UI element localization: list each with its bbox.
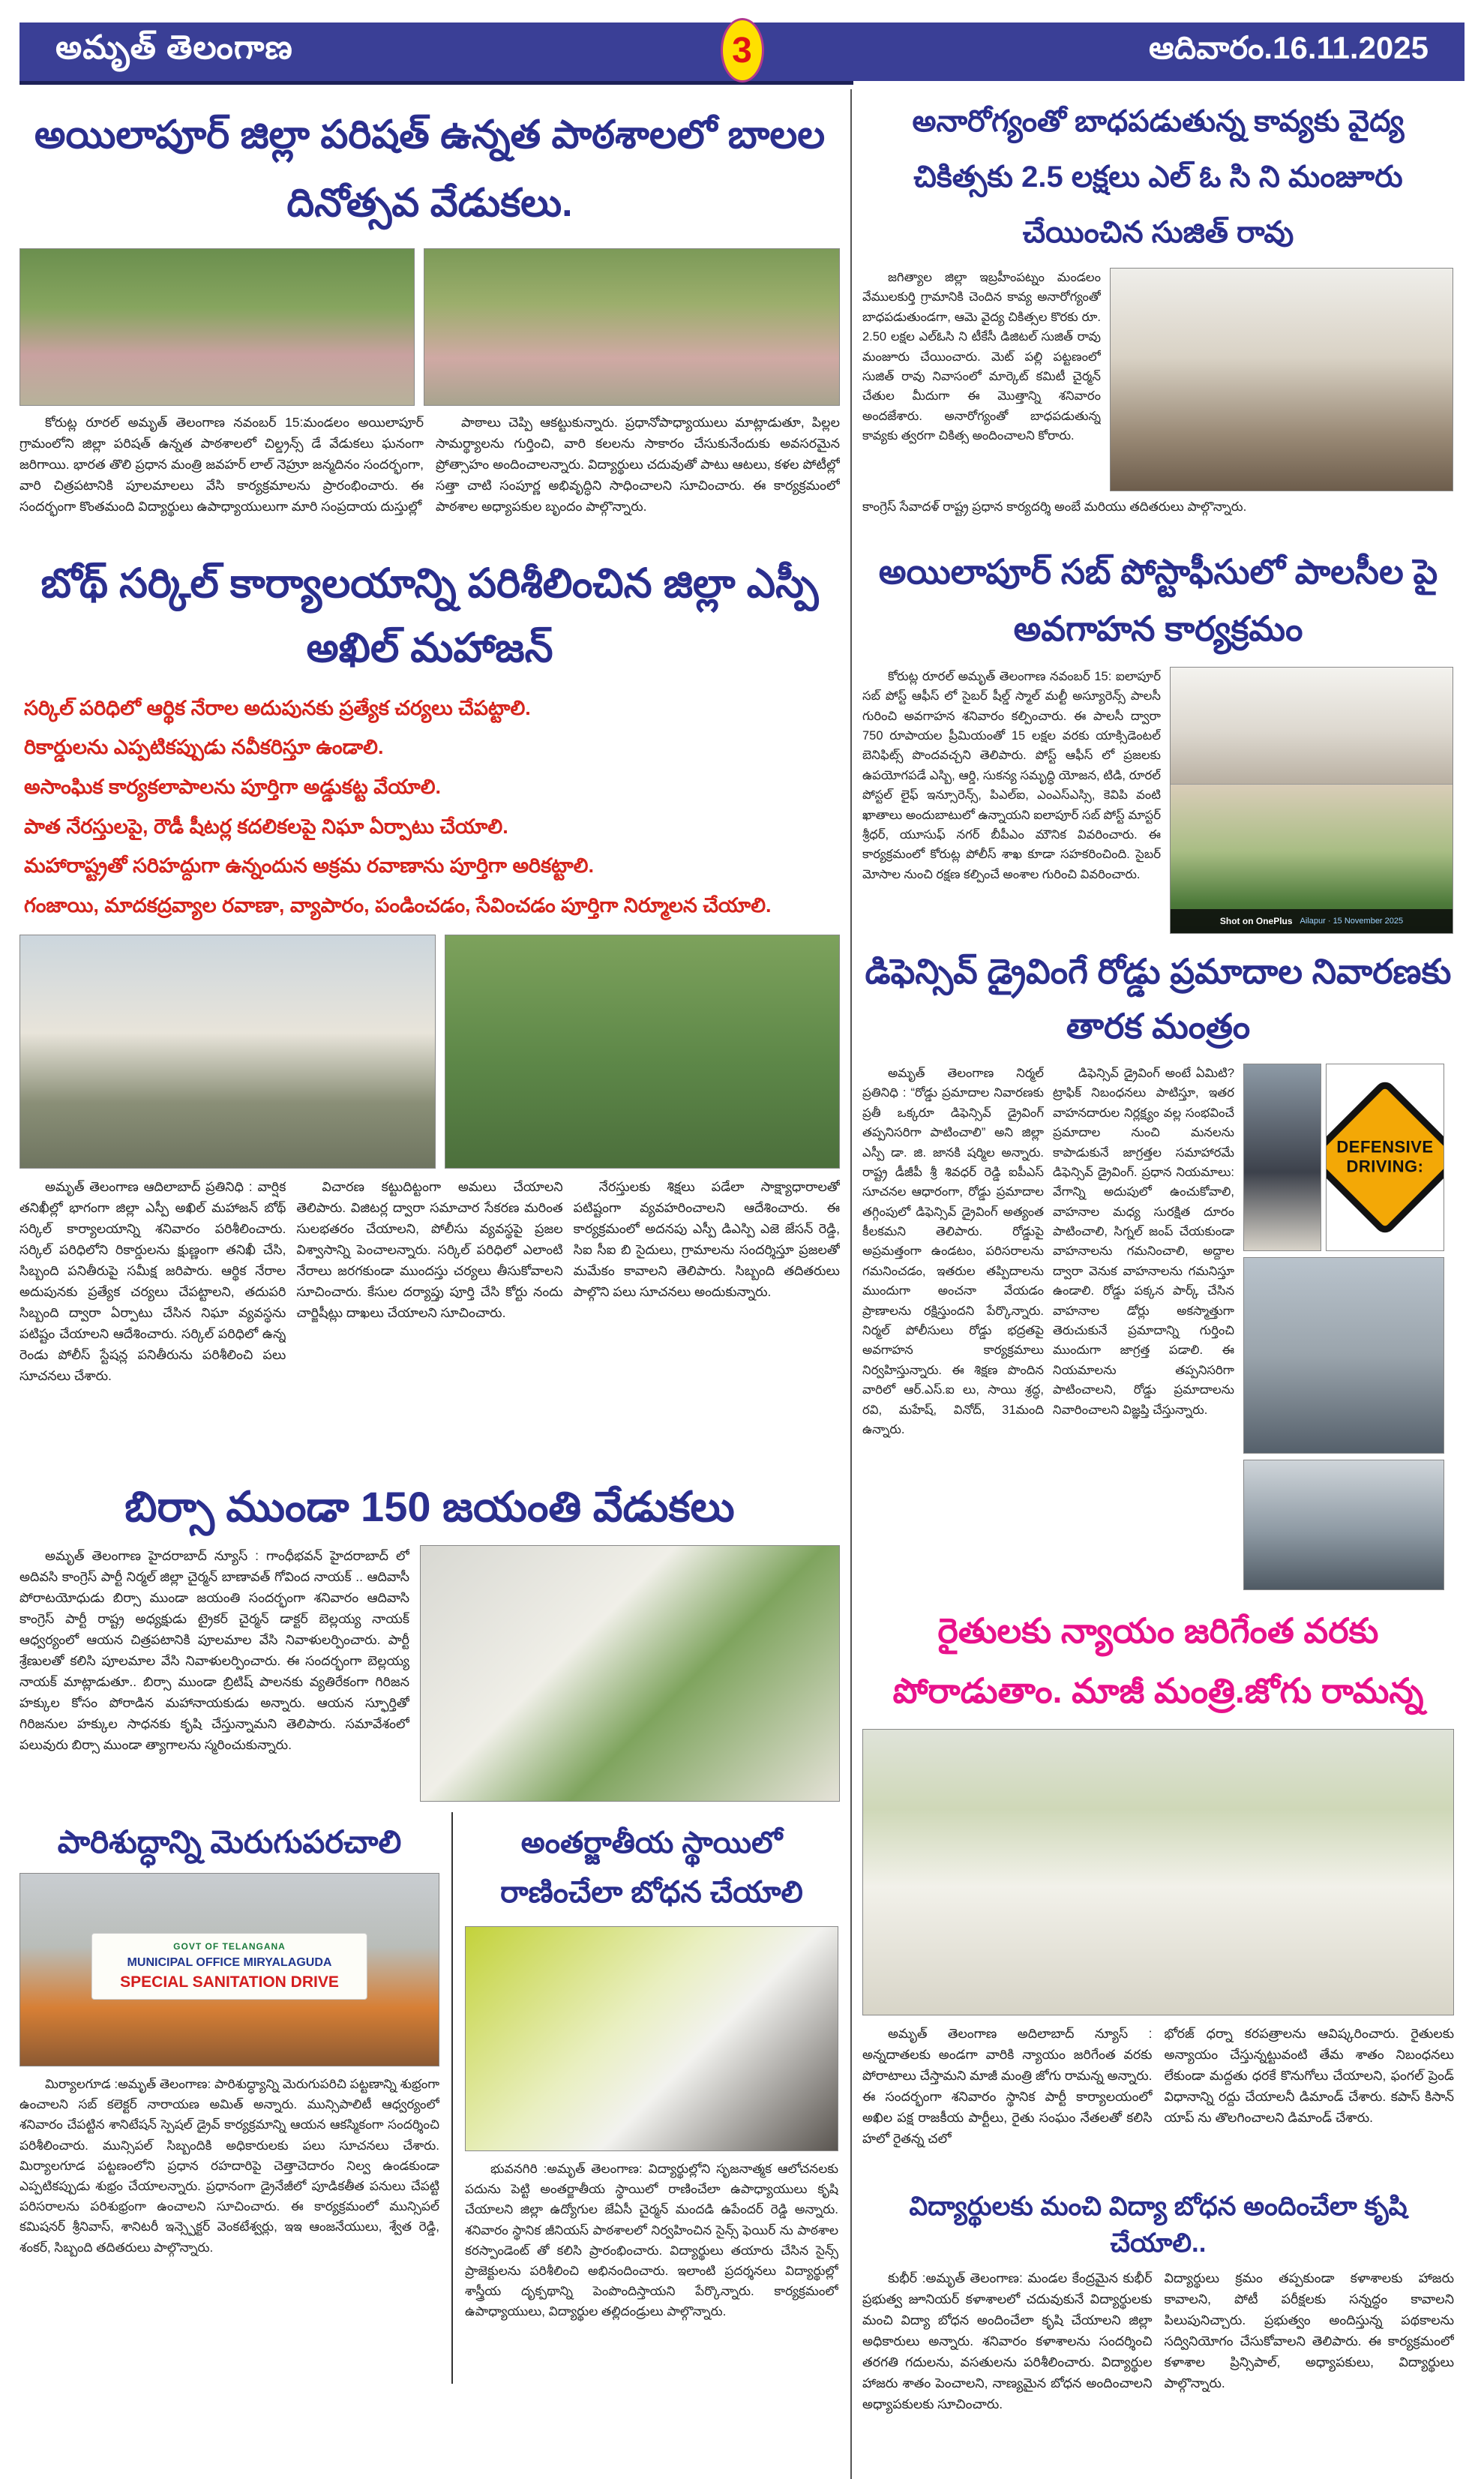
headline-farmers: [862, 1601, 1454, 1721]
photo-post-office-event: [1170, 667, 1453, 934]
masthead-title: అమృత్ తెలంగాణ: [55, 29, 293, 66]
sanitation-banner: [91, 1933, 367, 2000]
body-bodh-col3: నేరస్తులకు శిక్షలు పడేలా సాక్ష్యాధారాలతో పటిష్టంగా వ్యవహరించాలని ఆదేశించారు. ఈ కార్యక్రమంలో అదనపు ఎస్పీ డిఎస్పి ఎజె జేసన్ రెడ్డి, సిఐ సీఐ బి సైదులు, గ్రామాలను సందర్శిస్తూ ప్రజలతో మమేకం కావాలని తెలిపారు. సిబ్బంది తదితరులు పాల్గొని పలు సూచనలు అందుకున్నారు.: [573, 1178, 840, 1299]
highlight-line: రికార్డులను ఎప్పటికప్పుడు నవీకరిస్తూ ఉండాలి.: [24, 736, 384, 759]
watermark-brand: Shot on OnePlus: [1219, 915, 1293, 926]
headline-farmers-line1: రైతులకు న్యాయం జరిగేంత వరకు: [937, 1610, 1379, 1650]
page-number-badge: [721, 18, 764, 83]
article-kavya-aid: [862, 94, 1454, 536]
body-kavya-aid: జగిత్యాల జిల్లా ఇబ్రహీంపట్నం మండలం వేములకుర్తి గ్రామానికి చెందిన కావ్య అనారోగ్యంతో బాధపడుతుండగా, ఆమె వైద్య చికిత్సల కొరకు రూ. 2.50 లక్షల ఎల్ఓసి ని టీకేసీ డిజిటల్ సుజిత్ రావు మంజూరు చేయించారు. మెట్ పల్లి పట్టణంలో సుజిత్ రావు నివాసంలో మార్కెట్ కమిటీ చైర్మన్ చేతుల మీదుగా ఈ మొత్తాన్ని శనివారం అందజేశారు. అనారోగ్యంతో బాధపడుతున్న కావ్యకు త్వరగా చికిత్స అందించాలని కోరారు.: [862, 271, 1101, 443]
body-bodh-col2: విచారణ కట్టుదిట్టంగా అమలు చేయాలని తెలిపారు. విజిటర్ల ద్వారా సమాచార సేకరణ మరింత సులభతరం చేయాలని, పోలీసు వ్యవస్థపై ప్రజల విశ్వాసాన్ని పెంచాలన్నారు. సర్కిల్ పరిధిలో ఎలాంటి నేరాలు జరగకుండా ముందస్తు చర్యలు తీసుకోవాలని సూచించారు. కేసుల దర్యాప్తు పూర్తి చేసి కోర్టు నందు చార్జిషీట్లు దాఖలు చేయాలని సూచించారు.: [296, 1178, 563, 1320]
headline-defensive-driving: డిఫెన్సివ్ డ్రైవింగే రోడ్డు ప్రమాదాల నివారణకు తారక మంత్రం: [865, 951, 1452, 1046]
body-childrens-day-col1: కోరుట్ల రూరల్ అమృత్ తెలంగాణ నవంబర్ 15:మండలం అయిలాపూర్ గ్రామంలోని జిల్లా పరిషత్ ఉన్నత పాఠశాలలో చిల్డ్రన్స్ డే వేడుకలు ఘనంగా జరిగాయి. భారత తొలి ప్రధాన మంత్రి జవహర్ లాల్ నెహ్రూ జన్మదినం సందర్భంగా, వారి చిత్రపటానికి పూలమాలలు వేసి కార్యక్రమాలను ప్రారంభించారు. ఈ సందర్భంగా కొంతమంది విద్యార్థులు ఉపాధ్యాయులుగా మారి సంప్రదాయ దుస్తుల్లో: [19, 415, 424, 514]
body-birsa-munda: అమృత్ తెలంగాణ హైదరాబాద్ న్యూస్ : గాంధీభవన్ హైదరాబాద్ లో అదివసి కాంగ్రెస్ పార్టీ నిర్మల్ జిల్లా చైర్మన్ బాణావత్ గోవింద నాయక్ .. ఆదివాసీ పోరాటయోధుడు బిర్సా ముండా జయంతి సందర్భంగా శనివారం ఆదివాసి కాంగ్రెస్ పార్టీ రాష్ట్ర అధ్యక్షుడు ట్రైకర్ చైర్మన్ డాక్టర్ బెల్లయ్య నాయక్ ఆధ్వర్యంలో ఆయన చిత్రపటానికి పూలమాల వేసి నివాళులర్పించారు. పార్టీ శ్రేణులతో కలిసి పూలమాల వేసి నివాళులర్పించారు. ఈ సందర్భంగా బెల్లయ్య నాయక్ మాట్లాడుతూ.. బిర్సా ముండా బ్రిటిష్ పాలనకు వ్యతిరేకంగా గిరిజన హక్కుల కోసం పోరాడిన మహానాయకుడు అన్నారు. ఆయన స్ఫూర్తితో గిరిజనుల హక్కుల సాధనకు కృషి చేస్తున్నామని తెలిపారు. సమావేశంలో పలువురు బిర్సా ముండా త్యాగాలను స్మరించుకున్నారు.: [19, 1548, 409, 1753]
body-bodh-col1: అమృత్ తెలంగాణ ఆదిలాబాద్ ప్రతినిధి : వార్షిక తనిఖీల్లో భాగంగా జిల్లా ఎస్పీ అఖిల్ మహాజన్ బోథ్ సర్కిల్ కార్యాలయాన్ని శనివారం పరిశీలించారు. సర్కిల్ పరిధిలోని రికార్డులను క్షుణ్ణంగా తనిఖీ చేసి, సిబ్బంది పనితీరుపై సమీక్ష జరిపారు. ఆర్థిక నేరాల అదుపునకు ప్రత్యేక చర్యలు చేపట్టాలని, తదుపరి సిబ్బంది ద్వారా ఏర్పాటు చేసిన నిఘా వ్యవస్థను పటిష్టం చేయాలని ఆదేశించారు. సర్కిల్ పరిధిలో ఉన్న రెండు పోలీస్ స్టేషన్ల పనితీరును పరిశీలించి పలు సూచనలు చేశారు.: [19, 1178, 286, 1383]
body-education-col2: విద్యార్థులు క్రమం తప్పకుండా కళాశాలకు హాజరు కావాలని, పోటీ పరీక్షలకు సన్నద్ధం కావాలని పిలుపునిచ్చారు. ప్రభుత్వం అందిస్తున్న పథకాలను సద్వినియోగం చేసుకోవాలని తెలిపారు. ఈ కార్యక్రమంలో కళాశాల ప్రిన్సిపాల్, అధ్యాపకులు, విద్యార్థులు పాల్గొన్నారు.: [1164, 2270, 1454, 2390]
photo-post-office-gathering: [1171, 785, 1453, 933]
photo-police-lineup: [1243, 1257, 1444, 1454]
banner-office-line: MUNICIPAL OFFICE MIRYALAGUDA: [127, 1956, 332, 1970]
headline-kavya-aid: అనారోగ్యంతో బాధపడుతున్న కావ్యకు వైద్య చికిత్సకు 2.5 లక్షలు ఎల్ ఓ సి ని మంజూరు చేయించిన సుజిత్ రావు: [912, 105, 1405, 249]
highlight-line: గంజాయి, మాదకద్రవ్యాల రవాణా, వ్యాపారం, పండించడం, సేవించడం పూర్తిగా నిర్మూలన చేయాలి.: [24, 893, 772, 917]
photo-science-fair: [465, 1926, 838, 2151]
body-post-office: కోరుట్ల రూరల్ అమృత్ తెలంగాణ నవంబర్ 15: ఐలాపూర్ సబ్ పోస్ట్ ఆఫీస్ లో సైబర్ షీల్డ్ స్మాల్ మల్టీ అస్యూరెన్స్ పాలసీ గురించి అవగాహన శనివారం కల్పించారు. ఈ పాలసీ ద్వారా 750 రూపాయల ప్రీమియంతో 15 లక్షల వరకు యాక్సిడెంటల్ బెనిఫిట్స్ పొందవచ్చని తెలిపారు. పోస్ట్ ఆఫీస్ లో ప్రజలకు ఉపయోగపడే ఎస్బి, ఆర్డి, సుకన్య సమృద్ధి యోజన, టిడి, రూరల్ పోస్టల్ లైఫ్ ఇన్సూరెన్స్, పిఎల్ఐ, ఎంఎస్ఎస్సి, కెవిపి వంటి ఖాతాలు అందుబాటులో ఉన్నాయని ఐలాపూర్ సబ్ పోస్ట్ మాస్టర్ శ్రీధర్, యూసుఫ్ నగర్ బీపీఎం మౌనిక వివరించారు. ఈ కార్యక్రమంలో కోరుట్ల పోలీస్ శాఖ కూడా సహకరించింది. సైబర్ మోసాల నుంచి రక్షణ కల్పించే అంశాల గురించి వివరించారు.: [862, 669, 1161, 881]
highlight-line: పాత నేరస్తులపై, రౌడీ షీటర్ల కదలికలపై నిఘా ఏర్పాటు చేయాలి.: [24, 815, 508, 838]
headline-bodh-circle: బోథ్ సర్కిల్ కార్యాలయాన్ని పరిశీలించిన జిల్లా ఎస్పీ అఖిల్ మహాజన్: [40, 561, 819, 671]
photo-watermark: [1171, 909, 1453, 933]
headline-education: విద్యార్థులకు మంచి విద్యా బోధన అందించేలా కృషి చేయాలి..: [909, 2191, 1408, 2258]
photo-farmers-group: [862, 1729, 1454, 2015]
headline-farmers-line2: పోరాడుతాం. మాజీ మంత్రి.జోగు రామన్న: [892, 1671, 1424, 1711]
photo-post-office-interior: [1171, 668, 1453, 785]
bodh-circle-highlights: [24, 689, 840, 926]
headline-intl-line1: అంతర్జాతీయ స్థాయిలో: [520, 1826, 783, 1860]
photo-childrens-day-1: [19, 248, 415, 406]
body-childrens-day-col2: పాఠాలు చెప్పి ఆకట్టుకున్నారు. ప్రధానోపాధ్యాయులు మాట్లాడుతూ, పిల్లల సామర్థ్యాలను గుర్తించి, వారి కలలను సాకారం చేసుకునేందుకు అవసరమైన ప్రోత్సాహం అందించాలన్నారు. విద్యార్థులు చదువుతో పాటు ఆటలు, కళల పోటీల్లో సత్తా చాటి సంపూర్ణ అభివృద్ధిని సాధించాలని సూచించారు. ఈ కార్యక్రమంలో పాఠశాల అధ్యాపకుల బృందం పాల్గొన్నారు.: [436, 415, 840, 514]
article-education: [862, 2188, 1454, 2479]
headline-post-office: అయిలాపూర్ సబ్ పోస్టాఫీసులో పాలసీల పై అవగాహన కార్యక్రమం: [878, 552, 1438, 648]
banner-govt-line: GOVT OF TELANGANA: [173, 1941, 286, 1952]
article-sanitation: [19, 1812, 453, 2384]
article-bodh-circle: [19, 551, 840, 1463]
edition-date: ఆదివారం.16.11.2025: [1149, 29, 1429, 65]
banner-drive-line: SPECIAL SANITATION DRIVE: [120, 1973, 339, 1991]
photo-sp-janaki-sharmila: [1243, 1064, 1321, 1251]
photo-police-station: [19, 935, 436, 1169]
headline-childrens-day: అయిలాపూర్ జిల్లా పరిషత్ ఉన్నత పాఠశాలలో బాలల దినోత్సవ వేడుకలు.: [34, 113, 826, 225]
defensive-media-stack: [1243, 1064, 1444, 1590]
article-post-office: [862, 544, 1454, 934]
body-farmers-col2: భోరజ్ ధర్నా కరపత్రాలను ఆవిష్కరించారు. రైతులకు అన్యాయం చేస్తున్నట్టువంటి తేమ శాతం నిబంధనలు లేకుండా మద్దతు ధరకే కొనుగోలు చేయాలని, ఫంగల్ ప్రెండ్ విధానాన్ని రద్దు చేయాలనీ డిమాండ్ చేశారు. కపాస్ కిసాన్ యాప్ ను తొలగించాలని డిమాండ్ చేశారు.: [1164, 2025, 1454, 2125]
article-birsa-munda: [19, 1478, 840, 1802]
photo-police-vehicles: [1243, 1460, 1444, 1590]
road-sign-text: DEFENSIVE DRIVING:: [1336, 1137, 1434, 1176]
masthead-underline: [19, 81, 853, 85]
body-sanitation: మిర్యాలగూడ :అమృత్ తెలంగాణ: పారిశుద్ధ్యాన్ని మెరుగుపరిచి పట్టణాన్ని శుభ్రంగా ఉంచాలని సబ్ కలెక్టర్ నారాయణ అమిత్ అన్నారు. మున్సిపాలిటీ ఆధ్వర్యంలో శనివారం చేపట్టిన శానిటేషన్ స్పెషల్ డ్రైవ్ కార్యక్రమాన్ని ఆయన ఆకస్మికంగా సందర్శించి పరిశీలించారు. మున్సిపల్ సిబ్బందికి అధికారులకు పలు సూచనలు చేశారు. మిర్యాలగూడ పట్టణంలోని ప్రధాన రహదారిపై చెత్తాచెదారం నిల్వ ఉండకుండా ఎప్పటికప్పుడు శుభ్రం చేయాలన్నారు. ప్రధానంగా డ్రైనేజీలో పూడికతీత పనులు చేపట్టి పరిసరాలను పరిశుభ్రంగా ఉంచాలని సూచించారు. ఈ కార్యక్రమంలో మున్సిపల్ కమిషనర్ శ్రీనివాస్, శానిటరీ ఇన్స్పెక్టర్ వెంకటేశ్వర్లు, ఇఇ ఆంజనేయులు, శ్వేత రెడ్డి, శంకర్, సిబ్బంది తదితరులు పాల్గొన్నారు.: [19, 2077, 439, 2255]
body-intl-teaching: భువనగిరి :అమృత్ తెలంగాణ: విద్యార్థుల్లోని సృజనాత్మక ఆలోచనలకు పదును పెట్టి అంతర్జాతీయ స్థాయిలో రాణించేలా ఉపాధ్యాయులు కృషి చేయాలని జిల్లా ఉద్యోగుల జేఏసీ చైర్మన్ మందడి ఉపేందర్ రెడ్డి అన్నారు. శనివారం స్థానిక జీనియస్ పాఠశాలలో నిర్వహించిన సైన్స్ ఫెయిర్ ను పాఠశాల కరస్పాండెంట్ తో కలిసి ప్రారంభించారు. విద్యార్థులు తయారు చేసిన సైన్స్ ప్రాజెక్టులను పరిశీలించి అభినందించారు. ఇలాంటి ప్రదర్శనలు విద్యార్థుల్లో శాస్త్రీయ దృక్పథాన్ని పెంపొందిస్తాయని పేర్కొన్నారు. కార్యక్రమంలో ఉపాధ్యాయులు, విద్యార్థుల తల్లిదండ్రులు పాల్గొన్నారు.: [465, 2162, 838, 2319]
body-kavya-aid-footer: కాంగ్రెస్ సేవాదళ్ రాష్ట్ర ప్రధాన కార్యదర్శి అంబే మరియు తదితరులు పాల్గొన్నారు.: [862, 500, 1247, 514]
right-column: [850, 89, 1454, 2479]
body-defensive-col2: డిఫెన్సివ్ డ్రైవింగ్ అంటే ఏమిటి? ట్రాఫిక్ నిబంధనలు పాటిస్తూ, ఇతర వాహనదారుల నిర్లక్ష్యం వల్ల సంభవించే ప్రమాదాల నుంచి మనలను కాపాడుకునే జాగ్రత్తల సమాహారమే డిఫెన్సివ్ డ్రైవింగ్. ప్రధాన నియమాలు: వేగాన్ని అదుపులో ఉంచుకోవాలి, వాహనాల మధ్య సురక్షిత దూరం పాటించాలి, సిగ్నల్ జంప్ చేయకుండా వాహనాలను గమనించాలి, అద్దాల ద్వారా వెనుక వాహనాలను గమనిస్తూ ఉండాలి. రోడ్డు పక్కన పార్క్ చేసిన వాహనాల డోర్లు అకస్మాత్తుగా తెరుచుకునే ప్రమాదాన్ని గుర్తించి ముందుగా జాగ్రత్త పడాలి. ఈ నియమాలను తప్పనిసరిగా పాటించాలని, రోడ్డు ప్రమాదాలను నివారించాలని విజ్ఞప్తి చేస్తున్నారు.: [1053, 1066, 1234, 1417]
page-number: 3: [732, 30, 752, 71]
body-education-col1: కుభీర్ :అమృత్ తెలంగాణ: మండల కేంద్రమైన కుభీర్ ప్రభుత్వ జూనియర్ కళాశాలలో చదువుకునే విద్యార్థులకు మంచి విద్యా బోధన అందించేలా కృషి చేయాలని జిల్లా అధికారులు అన్నారు. శనివారం కళాశాలను సందర్శించి తరగతి గదులను, వసతులను పరిశీలించారు. విద్యార్థుల హాజరు శాతం పెంచాలని, నాణ్యమైన బోధన అందించాలని అధ్యాపకులకు సూచించారు.: [862, 2270, 1153, 2411]
left-column: [19, 89, 850, 2479]
masthead-bar: [19, 23, 1465, 81]
headline-birsa-munda: బిర్సా ముండా 150 జయంతి వేడుకలు: [124, 1482, 735, 1530]
photo-birsa-munda-tribute: [420, 1545, 840, 1802]
highlight-line: అసాంఘిక కార్యకలాపాలను పూర్తిగా అడ్డుకట్ట వేయాలి.: [24, 776, 442, 799]
article-farmers: [862, 1601, 1454, 2179]
defensive-driving-sign: [1326, 1064, 1444, 1251]
highlight-line: సర్కిల్ పరిధిలో ఆర్థిక నేరాల అదుపునకు ప్రత్యేక చర్యలు చేపట్టాలి.: [24, 696, 531, 719]
photo-sanitation-drive: [19, 1873, 439, 2066]
photo-police-garden: [445, 935, 840, 1169]
article-intl-teaching: [453, 1812, 838, 2384]
watermark-meta: Ailapur · 15 November 2025: [1300, 916, 1404, 926]
article-childrens-day: [19, 101, 840, 538]
headline-intl-teaching: [465, 1818, 838, 1917]
photo-cheque-handover: [1110, 268, 1453, 491]
photo-childrens-day-2: [424, 248, 840, 406]
highlight-line: మహారాష్ట్రతో సరిహద్దుగా ఉన్నందున అక్రమ రవాణాను పూర్తిగా అరికట్టాలి.: [24, 854, 594, 878]
body-defensive-col1: అమృత్ తెలంగాణ నిర్మల్ ప్రతినిధి : “రోడ్డు ప్రమాదాల నివారణకు ప్రతీ ఒక్కరూ డిఫెన్సివ్ డ్రైవింగ్ తప్పనిసరిగా పాటించాలి” అని జిల్లా ఎస్పీ డా. జి. జానకి షర్మిల అన్నారు. రాష్ట్ర డీజీపీ శ్రీ శివధర్ రెడ్డి ఐపీఎస్ సూచనల ఆధారంగా, రోడ్డు ప్రమాదాల తగ్గింపులో డిఫెన్సివ్ డ్రైవింగ్ అత్యంత కీలకమని తెలిపారు. రోడ్డుపై అప్రమత్తంగా ఉండటం, పరిసరాలను గమనించడం, ఇతరుల తప్పిదాలను ముందుగా అంచనా వేయడం ప్రాణాలను రక్షిస్తుందని పేర్కొన్నారు. నిర్మల్ పోలీసులు రోడ్డు భద్రతపై అవగాహన కార్యక్రమాలు నిర్వహిస్తున్నారు. ఈ శిక్షణ పొందిన వారిలో ఆర్.ఎస్.ఐ లు, సాయి శ్రద్ధ, రవి, మహేష్, వినోద్, 31మంది ఉన్నారు.: [862, 1066, 1044, 1436]
article-defensive-driving: [862, 944, 1454, 1590]
body-farmers-col1: అమృత్ తెలంగాణ అదిలాబాద్ న్యూస్ : అన్నదాతలకు అండగా వారికి న్యాయం జరిగేంత వరకు పోరాటాలు చేస్తామని మాజీ మంత్రి జోగు రామన్న అన్నారు. ఈ సందర్భంగా శనివారం స్థానిక పార్టీ కార్యాలయంలో అఖిల పక్ష రాజకీయ పార్టీలు, రైతు సంఘం నేతలతో కలిసి హలో రైతన్న చలో: [862, 2025, 1153, 2146]
headline-intl-line2: రాణించేలా బోధన చేయాలి: [500, 1876, 803, 1910]
headline-sanitation: పారిశుద్ధాన్ని మెరుగుపరచాలి: [57, 1824, 402, 1860]
